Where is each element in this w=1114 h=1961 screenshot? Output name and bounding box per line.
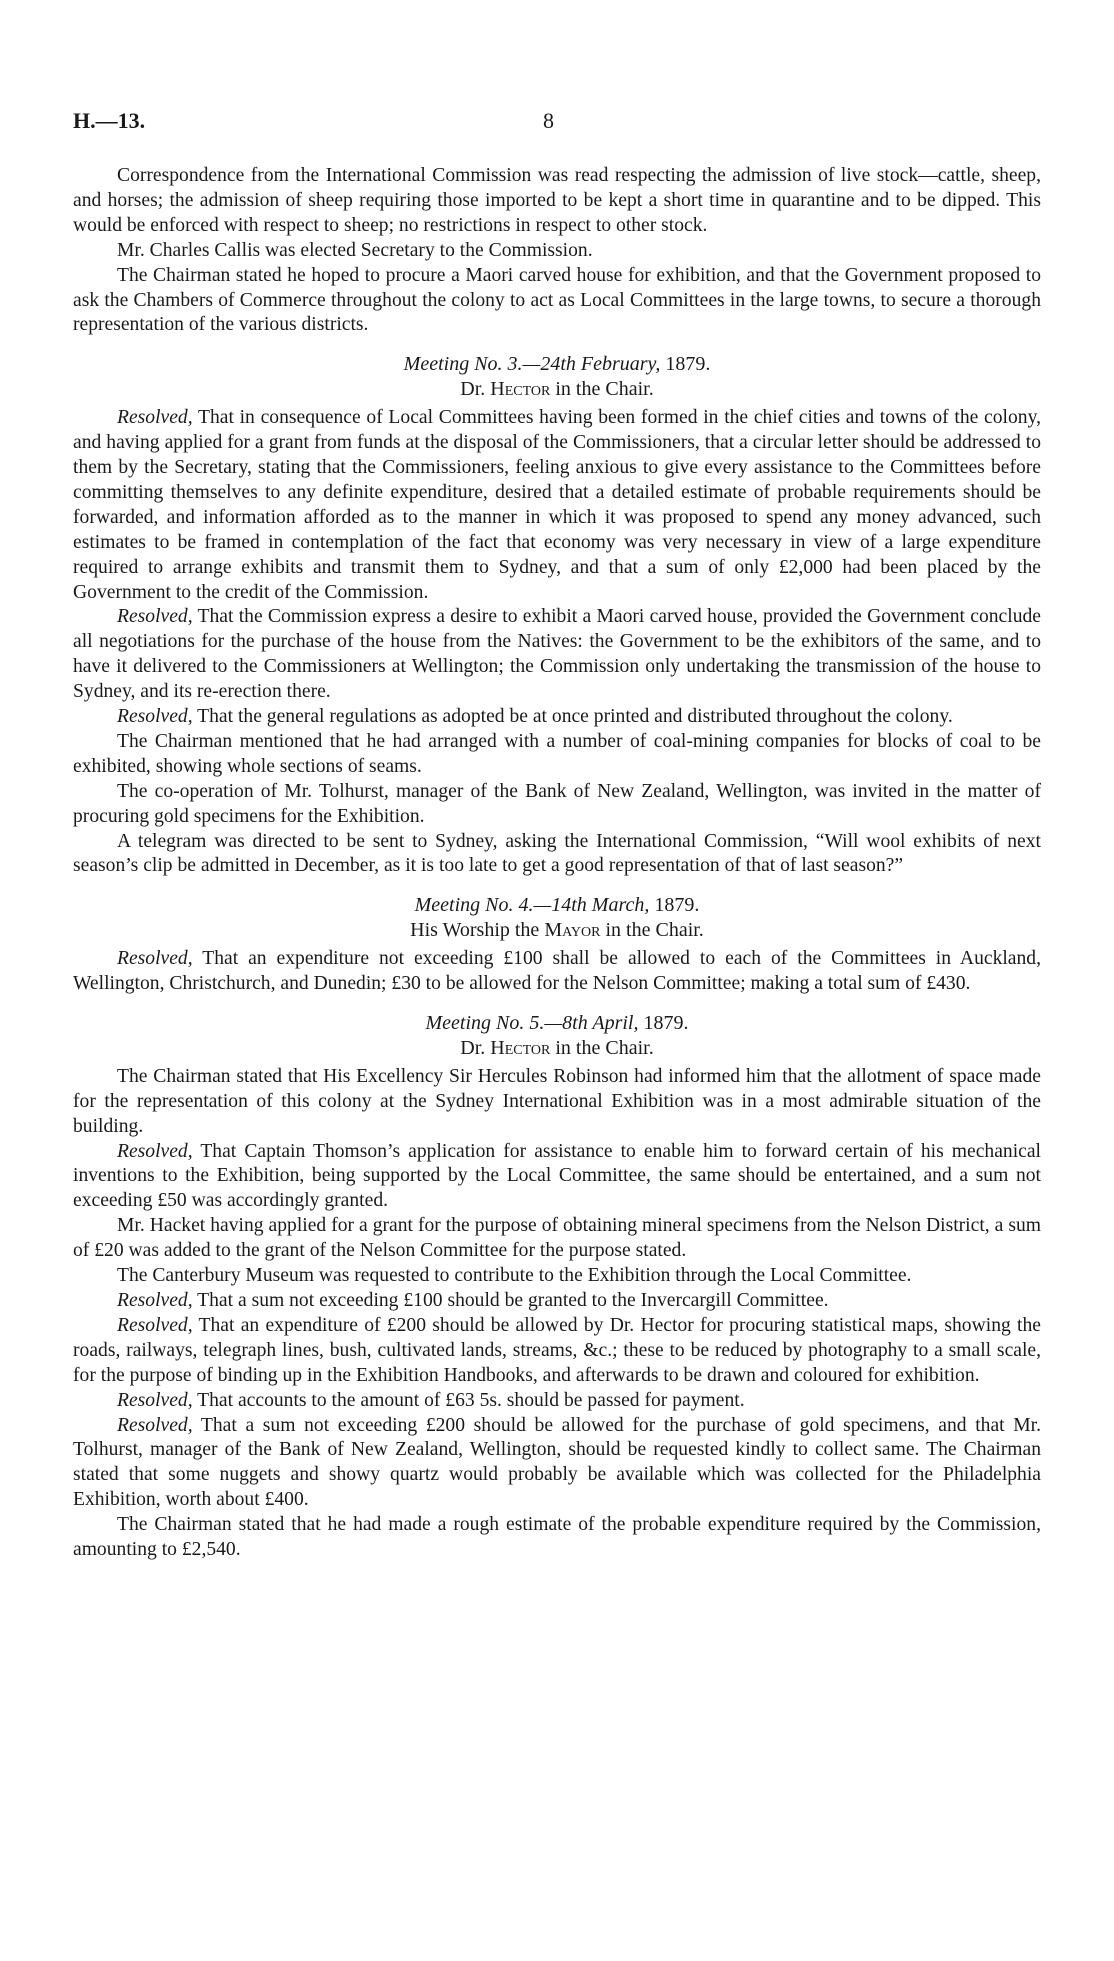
- resolved-label: Resolved,: [117, 1314, 193, 1336]
- chair-line: [73, 377, 1041, 402]
- resolved-label: Resolved,: [117, 1140, 193, 1162]
- text-run: His Worship the: [410, 919, 545, 942]
- resolved-label: Resolved,: [117, 606, 193, 628]
- paragraph: [73, 1314, 1041, 1389]
- text-run: That an expenditure not exceeding £100 shall be allowed to each of the Committees in Auckland, Wellington, Christchurch, and Dunedin; £30 to be allowed for the Nelson Committee; making a total sum of £430.: [73, 948, 1041, 995]
- paragraph: [73, 1140, 1041, 1215]
- chair-name: Hector: [490, 1036, 551, 1059]
- paragraph: [73, 780, 1041, 830]
- paragraph: [73, 1414, 1041, 1514]
- document-body: [73, 164, 1041, 1563]
- paragraph: [73, 947, 1041, 997]
- text-run: in the Chair.: [600, 919, 704, 942]
- paragraph: [73, 264, 1041, 339]
- meeting-year: 1879.: [643, 1012, 689, 1034]
- resolved-label: Resolved,: [117, 1414, 193, 1436]
- resolved-label: Resolved,: [117, 948, 193, 970]
- meeting-heading: [73, 352, 1041, 377]
- paragraph: [73, 1264, 1041, 1289]
- text-run: Dr.: [460, 378, 491, 401]
- text-run: The Chairman stated that he had made a rough estimate of the probable expenditure required by the Commission, amounting to £2,540.: [73, 1514, 1041, 1561]
- paragraph: [73, 1065, 1041, 1140]
- resolved-label: Resolved,: [117, 1289, 193, 1311]
- text-run: That accounts to the amount of £63 5s. should be passed for payment.: [192, 1389, 745, 1411]
- page-number: 8: [543, 108, 554, 133]
- meeting-label: Meeting No. 4.—14th March,: [414, 894, 650, 917]
- paragraph: [73, 164, 1041, 239]
- chair-name: Hector: [490, 378, 551, 401]
- paragraph: [73, 705, 1041, 730]
- resolved-label: Resolved,: [117, 407, 193, 429]
- text-run: Correspondence from the International Commission was read respecting the admission of live stock—cattle, sheep, and horses; the admission of sheep requiring those imported to be kept a short time in quarantine and to be dipped. This would be enforced with respect to sheep; no restrictions in respect to other stock.: [73, 165, 1041, 236]
- meeting-year: 1879.: [654, 894, 700, 917]
- text-run: That a sum not exceeding £100 should be granted to the Invercargill Committee.: [192, 1289, 829, 1311]
- text-run: Mr. Hacket having applied for a grant for the purpose of obtaining mineral specimens from the Nelson District, a sum of £20 was added to the grant of the Nelson Committee for the purpose stated.: [73, 1215, 1041, 1262]
- resolved-label: Resolved,: [117, 706, 193, 728]
- chair-line: [73, 918, 1041, 943]
- chair-name: Mayor: [544, 919, 601, 942]
- text-run: That in consequence of Local Committees having been formed in the chief cities and towns of the colony, and having applied for a grant from funds at the disposal of the Commissioners, that a circular letter should be addressed to them by the Secretary, stating that the Commissioners, feeling anxious to give every assistance to the Committees before committing themselves to any definite expenditure, desired that a detailed estimate of probable requirements should be forwarded, and information afforded as to the manner in which it was proposed to spend any money advanced, such estimates to be framed in contemplation of the fact that economy was very necessary in view of a large expenditure required to arrange exhibits and transmit them to Sydney, and that a sum of only £2,000 had been placed by the Government to the credit of the Commission.: [73, 407, 1041, 603]
- chair-line: [73, 1036, 1041, 1061]
- text-run: That an expenditure of £200 should be allowed by Dr. Hector for procuring statistical maps, showing the roads, railways, telegraph lines, bush, cultivated lands, streams, &c.; these to be reduced by photography to a small scale, for the purpose of binding up in the Exhibition Handbooks, and afterwards to be drawn and coloured for exhibition.: [73, 1314, 1041, 1386]
- text-run: The Chairman stated that His Excellency Sir Hercules Robinson had informed him that the allotment of space made for the representation of this colony at the Sydney International Exhibition was in a most admirable situation of the building.: [73, 1065, 1041, 1137]
- paragraph: [73, 1214, 1041, 1264]
- paragraph: [73, 605, 1041, 705]
- text-run: That Captain Thomson’s application for assistance to enable him to forward certain of his mechanical inventions to the Exhibition, being supported by the Local Committee, the same should be entertained, and a sum not exceeding £50 was accordingly granted.: [73, 1140, 1041, 1212]
- text-run: That a sum not exceeding £200 should be allowed for the purchase of gold specimens, and that Mr. Tolhurst, manager of the Bank of New Zealand, Wellington, should be requested kindly to collect same. The Chairman stated that some nuggets and showy quartz would probably be available which was collected for the Philadelphia Exhibition, worth about £400.: [73, 1414, 1041, 1511]
- paragraph: [73, 1513, 1041, 1563]
- meeting-label: Meeting No. 5.—8th April,: [425, 1012, 639, 1034]
- paragraph: [73, 1389, 1041, 1414]
- page-header: [73, 108, 1053, 142]
- paragraph: [73, 406, 1041, 605]
- text-run: Mr. Charles Callis was elected Secretary to the Commission.: [117, 239, 593, 261]
- text-run: The co-operation of Mr. Tolhurst, manager of the Bank of New Zealand, Wellington, was invited in the matter of procuring gold specimens for the Exhibition.: [73, 780, 1041, 827]
- meeting-heading: [73, 1011, 1041, 1036]
- text-run: The Chairman stated he hoped to procure a Maori carved house for exhibition, and that the Government proposed to ask the Chambers of Commerce throughout the colony to act as Local Committees in the large towns, to secure a thorough representation of the various districts.: [73, 264, 1041, 336]
- meeting-heading: [73, 893, 1041, 918]
- text-run: in the Chair.: [550, 1036, 654, 1059]
- text-run: in the Chair.: [550, 378, 654, 401]
- meeting-year: 1879.: [665, 353, 711, 376]
- paragraph: [73, 730, 1041, 780]
- paragraph: [73, 1289, 1041, 1314]
- text-run: A telegram was directed to be sent to Sydney, asking the International Commission, “Will wool exhibits of next season’s clip be admitted in December, as it is too late to get a good representation of that of last season?”: [73, 830, 1041, 877]
- text-run: That the Commission express a desire to exhibit a Maori carved house, provided the Government conclude all negotiations for the purchase of the house from the Natives: the Government to be the exhibitors of the same, and to have it delivered to the Commissioners at Wellington; the Commission only undertaking the transmission of the house to Sydney, and its re-erection there.: [73, 606, 1041, 703]
- resolved-label: Resolved,: [117, 1389, 193, 1411]
- paragraph: [73, 239, 1041, 264]
- meeting-label: Meeting No. 3.—24th February,: [403, 353, 661, 376]
- text-run: That the general regulations as adopted be at once printed and distributed throughout the colony.: [192, 706, 953, 728]
- document-reference: H.—13.: [73, 108, 146, 133]
- text-run: Dr.: [460, 1036, 491, 1059]
- paragraph: [73, 830, 1041, 880]
- text-run: The Canterbury Museum was requested to contribute to the Exhibition through the Local Committee.: [117, 1265, 912, 1287]
- text-run: The Chairman mentioned that he had arranged with a number of coal-mining companies for blocks of coal to be exhibited, showing whole sections of seams.: [73, 730, 1041, 777]
